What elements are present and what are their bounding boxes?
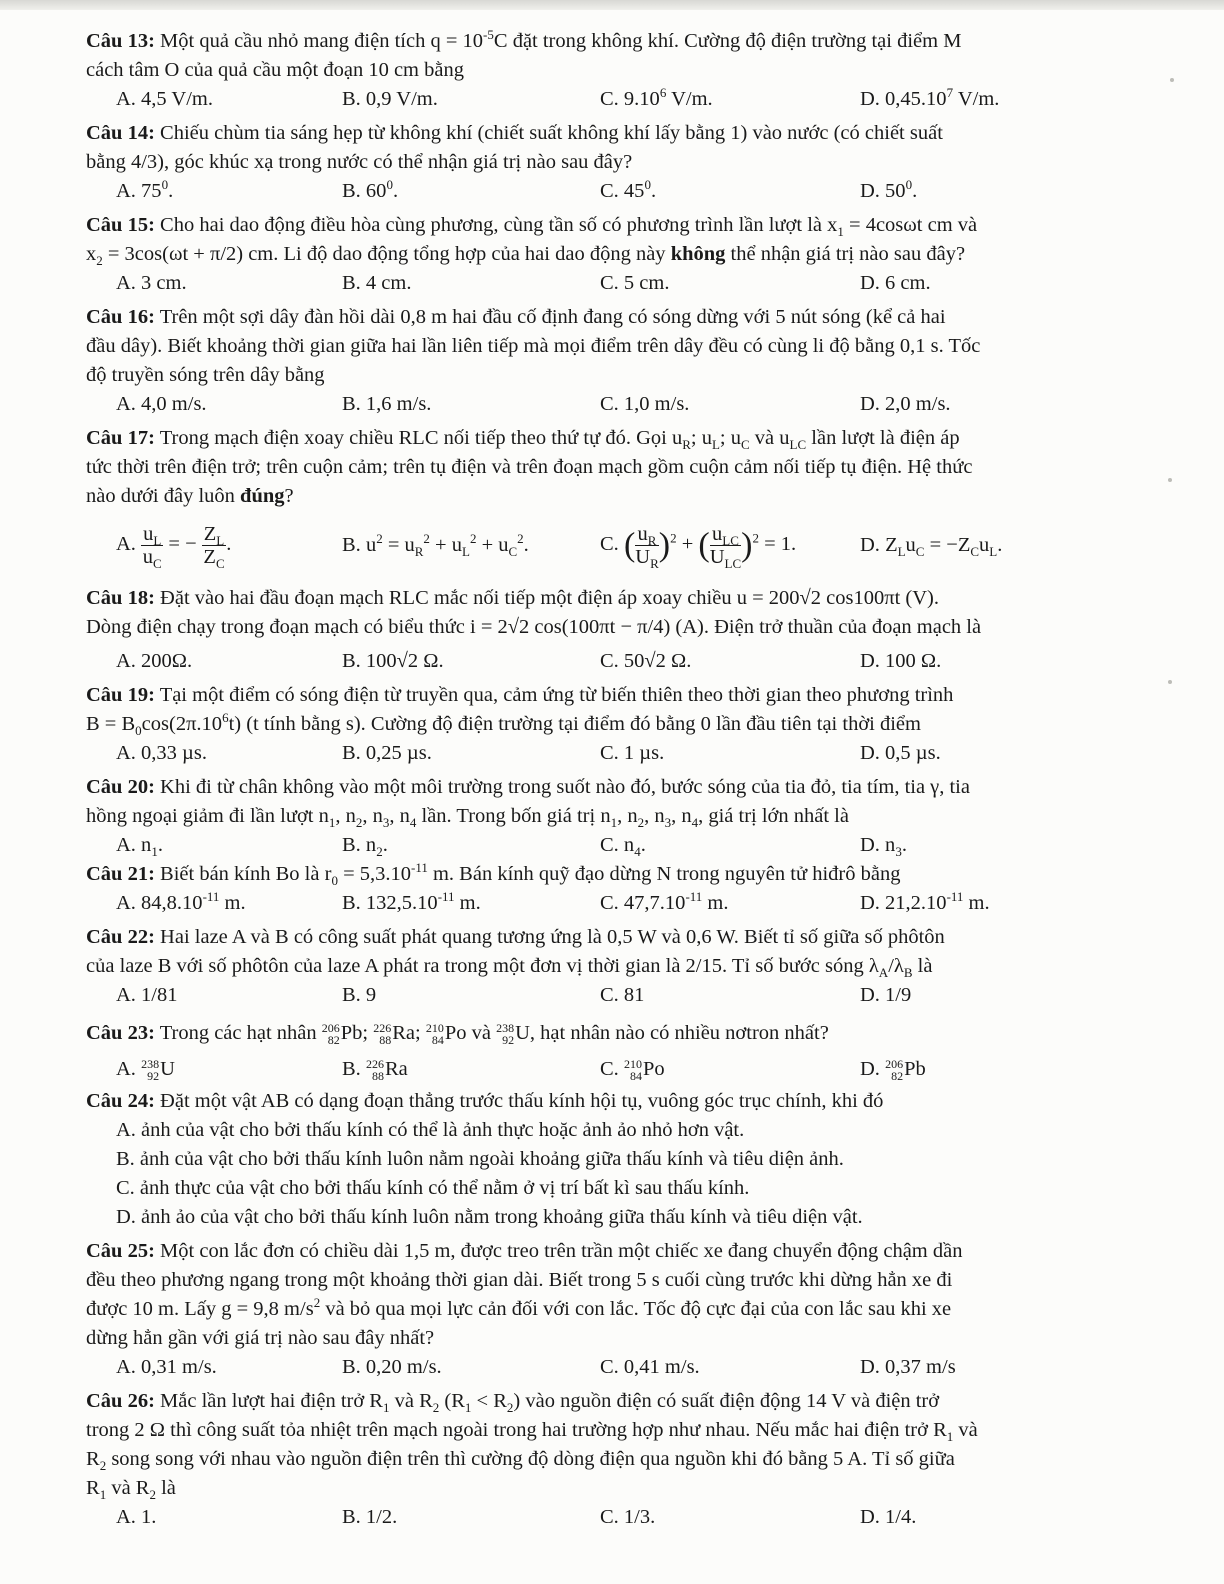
option-d[interactable]: D. $Z_Lu_C = -Z_Cu_L$.: [860, 533, 1003, 559]
options-row: [86, 1051, 1142, 1087]
question-23: Câu 23: Trong các hạt nhân 206 82 Pb; 226 88 Ra; 210 84 Po và 238 92 U, hạt nhân nào có nhiều nơtron nhất? A. 238 92 U B. 226 88 Ra C. 210 84 Po D. 206 82 Pb: [86, 1015, 1142, 1087]
question-25: Câu 25: Một con lắc đơn có chiều dài 1,5 m, được treo trên trần một chiếc xe đang chuyển động chậm dần đều theo phương ngang trong một khoảng thời gian dài. Biết trong 5 s cuối cùng trước khi dừng hẳn xe đi được 10 m. Lấy g = 9,8 $m/s^2$ và bỏ qua mọi lực cản đối với con lắc. Tốc độ cực đại của con lắc sau khi xe dừng hẳn gần với giá trị nào sau đây nhất? A. 0,31 m/s. B. 0,20 m/s. C. 0,41 m/s. D. 0,37 m/s: [86, 1237, 1142, 1382]
options-row: [86, 1353, 1142, 1382]
question-26: Câu 26: Mắc lần lượt hai điện trở $R_1$ và $R_2$ $(R_1 < R_2)$ vào nguồn điện có suất điện động 14 V và điện trở trong 2 Ω thì công suất tỏa nhiệt trên mạch ngoài trong hai trường hợp như nhau. Nếu mắc hai điện trở $R_1$ và $R_2$ song song với nhau vào nguồn điện trên thì cường độ dòng điện qua nguồn khi đó bằng 5 A. Tỉ số giữa $R_1$ và $R_2$ là A. 1. B. 1/2. C. 1/3. D. 1/4.: [86, 1387, 1142, 1532]
question-21: Câu 21: Biết bán kính Bo là $r_0 = 5,3.10^{-11}$ m. Bán kính quỹ đạo dừng N trong nguyên tử hiđrô bằng A. $84,8.10^{-11}$ m. B. $132,5.10^{-11}$ m. C. $47,7.10^{-11}$ m. D. $21,2.10^{-11}$ m.: [86, 860, 1142, 918]
options-row: [86, 269, 1142, 298]
option-b[interactable]: B. 1/2.: [342, 1506, 398, 1528]
option-b[interactable]: B. $132,5.10^{-11}$ m.: [342, 889, 481, 914]
options-row: [86, 85, 1142, 114]
option-b[interactable]: B. $60^0$.: [342, 177, 399, 202]
option-c[interactable]: C. 50√2 Ω.: [600, 650, 692, 672]
option-d[interactable]: D. 2,0 m/s.: [860, 393, 951, 415]
options-row: [86, 647, 1142, 676]
option-d[interactable]: D. 0,45.10$^7$ V/m.: [860, 85, 1000, 110]
nuclide-notation: 210 84: [425, 1021, 444, 1048]
option-a[interactable]: A. 200Ω.: [116, 650, 193, 672]
option-d[interactable]: D. 0,37 m/s: [860, 1356, 956, 1378]
question-22: Câu 22: Hai laze A và B có công suất phát quang tương ứng là 0,5 W và 0,6 W. Biết tỉ số giữa số phôtôn của laze B với số phôtôn của laze A phát ra trong một đơn vị thời gian là 2/15. Tỉ số bước sóng $\lambda_A/\lambda_B$ là A. 1/81 B. 9 C. 81 D. 1/9: [86, 923, 1142, 1010]
option-c[interactable]: C. ảnh thực của vật cho bởi thấu kính có thể nằm ở vị trí bất kì sau thấu kính.: [116, 1177, 750, 1199]
option-a[interactable]: A. 0,31 m/s.: [116, 1356, 217, 1378]
question-13: Câu 13: Một quả cầu nhỏ mang điện tích $q = 10^{-5}C$ đặt trong không khí. Cường độ điện trường tại điểm M cách tâm O của quả cầu một đoạn 10 cm bằng A. 4,5 V/m. B. 0,9 V/m. C. 9.10$^6$ V/m. D. 0,45.10$^7$ V/m.: [86, 27, 1142, 114]
option-b[interactable]: B. 100√2 Ω.: [342, 650, 444, 672]
option-c[interactable]: C. $47,7.10^{-11}$ m.: [600, 889, 729, 914]
nuclide-notation: 226 88: [373, 1021, 392, 1048]
option-c[interactable]: C. ( $\frac{u_R}{U_R}$ )$^2$ + ( $u_{LC}$ $U_{LC}$ )$^2$ = 1.: [600, 522, 797, 571]
question-24: Câu 24: Đặt một vật AB có dạng đoạn thẳng trước thấu kính hội tụ, vuông góc trục chính, khi đó A. ảnh của vật cho bởi thấu kính có thể là ảnh thực hoặc ảnh ảo nhỏ hơn vật. B. ảnh của vật cho bởi thấu kính luôn nằm ngoài khoảng giữa thấu kính và tiêu diện ảnh. C. ảnh thực của vật cho bởi thấu kính có thể nằm ở vị trí bất kì sau thấu kính. D. ảnh ảo của vật cho bởi thấu kính luôn nằm trong khoảng giữa thấu kính và tiêu diện vật.: [86, 1087, 1142, 1232]
option-a[interactable]: A. 0,33 µs.: [116, 742, 207, 764]
option-a[interactable]: A. 1/81: [116, 984, 178, 1006]
scan-speck: [1168, 478, 1172, 482]
option-b[interactable]: B. 9: [342, 984, 377, 1006]
option-b[interactable]: B. 0,25 µs.: [342, 742, 432, 764]
option-b[interactable]: B. 0,9 V/m.: [342, 88, 438, 110]
options-row: [86, 511, 1142, 579]
option-a[interactable]: A. 238 92 U: [116, 1057, 175, 1084]
question-17: Câu 17: Trong mạch điện xoay chiều RLC nối tiếp theo thứ tự đó. Gọi $u_R$; $u_L$; $u_C$ và $u_{LC}$ lần lượt là điện áp tức thời trên điện trở; trên cuộn cảm; trên tụ điện và trên đoạn mạch gồm cuộn cảm nối tiếp tụ điện. Hệ thức nào dưới đây luôn đúng? A. $\frac{u_L}{u_C}$ = − $\frac{Z_L}{Z_C}$ . B. $u^2 = u_R^2 + u_L^2 + u_C^2$. C. ( $\frac{u_R}{U_R}$ )$^2$ + ( $u_{LC}$ $U_{LC}$ )$^2$ = 1. D. $Z_Lu_C = -Z_Cu_L$.: [86, 424, 1142, 579]
options-row: [86, 177, 1142, 206]
question-16: Câu 16: Trên một sợi dây đàn hồi dài 0,8 m hai đầu cố định đang có sóng dừng với 5 nút sóng (kể cả hai đầu dây). Biết khoảng thời gian giữa hai lần liên tiếp mà mọi điểm trên dây đều có cùng li độ bằng 0,1 s. Tốc độ truyền sóng trên dây bằng A. 4,0 m/s. B. 1,6 m/s. C. 1,0 m/s. D. 2,0 m/s.: [86, 303, 1142, 419]
option-d[interactable]: D. 100 Ω.: [860, 650, 942, 672]
option-d[interactable]: D. 206 82 Pb: [860, 1057, 926, 1084]
option-a[interactable]: A. 3 cm.: [116, 272, 187, 294]
option-c[interactable]: C. 0,41 m/s.: [600, 1356, 700, 1378]
option-c[interactable]: C. 1/3.: [600, 1506, 656, 1528]
option-b[interactable]: B. 1,6 m/s.: [342, 393, 432, 415]
options-row: [86, 390, 1142, 419]
option-c[interactable]: C. 1 µs.: [600, 742, 665, 764]
option-a[interactable]: A. ảnh của vật cho bởi thấu kính có thể là ảnh thực hoặc ảnh ảo nhỏ hơn vật.: [116, 1119, 745, 1141]
option-a[interactable]: A. 4,0 m/s.: [116, 393, 207, 415]
options-row: [86, 889, 1142, 918]
question-15: Câu 15: Cho hai dao động điều hòa cùng phương, cùng tần số có phương trình lần lượt là $x_1 = 4\cos\omega t$ cm và $x_2 = 3\cos(\omega t + \pi/2)$ cm. Li độ dao động tổng hợp của hai dao động này không thể nhận giá trị nào sau đây? A. 3 cm. B. 4 cm. C. 5 cm. D. 6 cm.: [86, 211, 1142, 298]
option-c[interactable]: C. $45^0$.: [600, 177, 657, 202]
options-row: [86, 831, 1142, 860]
option-c[interactable]: C. 5 cm.: [600, 272, 670, 294]
option-c[interactable]: C. 210 84 Po: [600, 1057, 665, 1084]
option-d[interactable]: D. 0,5 µs.: [860, 742, 941, 764]
question-18: Câu 18: Đặt vào hai đầu đoạn mạch RLC mắc nối tiếp một điện áp xoay chiều u = 200√2 cos100πt (V). Dòng điện chạy trong đoạn mạch có biểu thức i = 2√2 cos(100πt − π/4) (A). Điện trở thuần của đoạn mạch là A. 200Ω. B. 100√2 Ω. C. 50√2 Ω. D. 100 Ω.: [86, 584, 1142, 676]
scan-speck: [1168, 680, 1172, 684]
option-d[interactable]: D. 6 cm.: [860, 272, 931, 294]
nuclide-notation: 206 82: [321, 1021, 340, 1048]
option-a[interactable]: A. $75^0$.: [116, 177, 174, 202]
option-b[interactable]: B. $u^2 = u_R^2 + u_L^2 + u_C^2$.: [342, 530, 529, 559]
question-20: Câu 20: Khi đi từ chân không vào một môi trường trong suốt nào đó, bước sóng của tia đỏ, tia tím, tia γ, tia hồng ngoại giảm đi lần lượt $n_1$, $n_2$, $n_3$, $n_4$ lần. Trong bốn giá trị $n_1$, $n_2$, $n_3$, $n_4$, giá trị lớn nhất là A. $n_1$. B. $n_2$. C. $n_4$. D. $n_3$.: [86, 773, 1142, 860]
option-d[interactable]: D. ảnh ảo của vật cho bởi thấu kính luôn nằm trong khoảng giữa thấu kính và tiêu diện vật.: [116, 1206, 863, 1228]
fraction: $\frac{Z_L}{Z_C}$: [203, 522, 225, 571]
fraction: $\frac{u_L}{u_C}$: [142, 522, 162, 571]
question-label: Câu 13:: [86, 30, 155, 52]
option-d[interactable]: D. $50^0$.: [860, 177, 918, 202]
option-c[interactable]: C. $n_4$.: [600, 834, 646, 860]
options-row: [86, 1503, 1142, 1532]
option-c[interactable]: C. 81: [600, 984, 645, 1006]
option-c[interactable]: C. 1,0 m/s.: [600, 393, 690, 415]
options-row: [86, 981, 1142, 1010]
options-row: [86, 739, 1142, 768]
option-c[interactable]: C. 9.10$^6$ V/m.: [600, 85, 713, 110]
option-b[interactable]: B. $n_2$.: [342, 834, 388, 860]
exam-page: [86, 27, 1142, 1532]
option-a[interactable]: A. $n_1$.: [116, 834, 163, 860]
option-b[interactable]: B. 226 88 Ra: [342, 1057, 408, 1084]
option-a[interactable]: A. 4,5 V/m.: [116, 88, 214, 110]
option-d[interactable]: D. $n_3$.: [860, 834, 907, 860]
scan-top-edge: [0, 0, 1224, 10]
option-d[interactable]: D. $21,2.10^{-11}$ m.: [860, 889, 990, 914]
option-a[interactable]: A. $84,8.10^{-11}$ m.: [116, 889, 246, 914]
option-d[interactable]: D. 1/9: [860, 984, 912, 1006]
option-b[interactable]: B. ảnh của vật cho bởi thấu kính luôn nằm ngoài khoảng giữa thấu kính và tiêu diện ảnh.: [116, 1148, 844, 1170]
option-b[interactable]: B. 4 cm.: [342, 272, 412, 294]
option-d[interactable]: D. 1/4.: [860, 1506, 917, 1528]
question-14: Câu 14: Chiếu chùm tia sáng hẹp từ không khí (chiết suất không khí lấy bằng 1) vào nước (có chiết suất bằng 4/3), góc khúc xạ trong nước có thể nhận giá trị nào sau đây? A. $75^0$. B. $60^0$. C. $45^0$. D. $50^0$.: [86, 119, 1142, 206]
nuclide-notation: 238 92: [496, 1021, 515, 1048]
scan-speck: [1170, 78, 1174, 82]
question-19: Câu 19: Tại một điểm có sóng điện từ truyền qua, cảm ứng từ biến thiên theo thời gian theo phương trình $B = B_0\cos(2\pi.10^6t)$ (t tính bằng s). Cường độ điện trường tại điểm đó bằng 0 lần đầu tiên tại thời điểm A. 0,33 µs. B. 0,25 µs. C. 1 µs. D. 0,5 µs.: [86, 681, 1142, 768]
option-a[interactable]: A. $\frac{u_L}{u_C}$ = − $\frac{Z_L}{Z_C}$ .: [116, 522, 232, 571]
option-b[interactable]: B. 0,20 m/s.: [342, 1356, 442, 1378]
option-a[interactable]: A. 1.: [116, 1506, 157, 1528]
